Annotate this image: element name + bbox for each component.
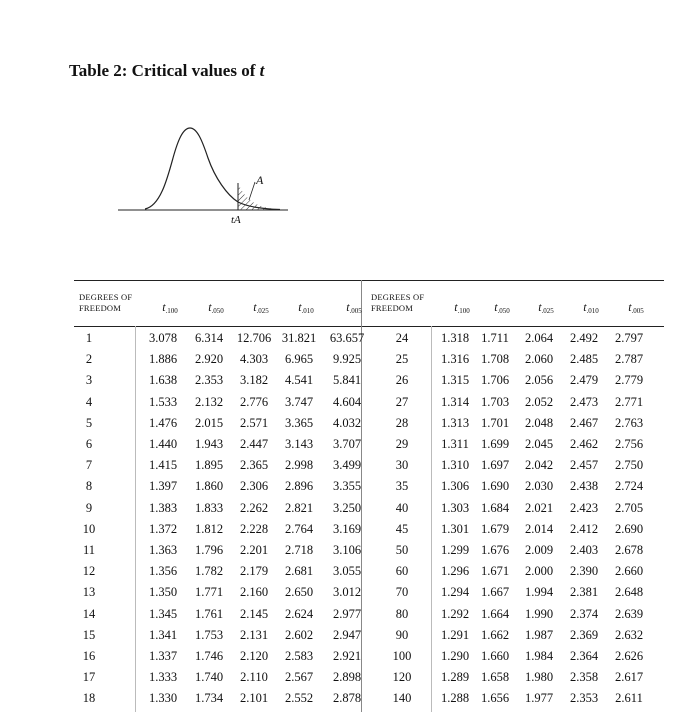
- value-cell: 2.750: [614, 458, 644, 473]
- value-cell: 9.925: [332, 352, 362, 367]
- value-cell: 1.292: [440, 606, 470, 621]
- df-cell: 5: [85, 415, 93, 430]
- value-cell: 1.313: [440, 415, 470, 430]
- value-cell: 2.015: [194, 415, 224, 430]
- value-cell: 1.796: [194, 543, 224, 557]
- df-cell: 3: [85, 373, 93, 388]
- value-cell: 2.110: [240, 670, 268, 685]
- value-cell: 2.262: [239, 500, 269, 515]
- value-cell: 2.145: [239, 606, 269, 621]
- value-cell: 2.718: [284, 543, 314, 557]
- value-cell: 2.690: [614, 521, 644, 536]
- value-cell: 2.771: [614, 394, 644, 409]
- df-cell: 24: [395, 331, 409, 345]
- value-cell: 2.626: [614, 649, 644, 663]
- value-cell: 4.032: [332, 415, 362, 430]
- value-cell: 2.485: [569, 352, 599, 367]
- value-cell: 1.664: [480, 606, 510, 621]
- value-cell: 1.533: [148, 394, 178, 409]
- df-cell: 40: [395, 500, 409, 515]
- table-row: [0, 501, 700, 522]
- value-cell: 2.438: [569, 479, 599, 494]
- value-cell: 2.390: [569, 564, 599, 579]
- value-cell: 1.345: [148, 606, 178, 621]
- value-cell: 1.291: [440, 627, 470, 642]
- column-header-t050: $t_{.050}$: [208, 300, 224, 315]
- table-row: [0, 395, 700, 416]
- value-cell: 1.638: [148, 373, 178, 388]
- value-cell: 1.812: [194, 521, 224, 536]
- value-cell: 2.617: [614, 670, 644, 685]
- df-header-line2: FREEDOM: [371, 303, 414, 313]
- table-row: [0, 564, 700, 585]
- value-cell: 2.120: [239, 649, 269, 663]
- value-cell: 3.055: [332, 564, 362, 579]
- value-cell: 2.479: [569, 373, 599, 388]
- value-cell: 4.604: [332, 394, 362, 409]
- value-cell: 2.045: [524, 437, 554, 451]
- table-row: [0, 585, 700, 606]
- table-row: [0, 670, 700, 691]
- value-cell: 3.143: [284, 437, 314, 451]
- value-cell: 1.440: [148, 437, 178, 451]
- value-cell: 3.106: [332, 543, 362, 557]
- value-cell: 63.657: [329, 331, 365, 345]
- df-cell: 17: [82, 670, 96, 685]
- value-cell: 2.048: [524, 415, 554, 430]
- area-label: A: [256, 173, 264, 187]
- df-cell: 60: [395, 564, 409, 579]
- value-cell: 2.000: [524, 564, 554, 579]
- value-cell: 2.878: [332, 691, 362, 706]
- value-cell: 1.316: [440, 352, 470, 367]
- df-cell: 10: [82, 521, 96, 536]
- value-cell: 2.552: [284, 691, 314, 706]
- table-row: [0, 522, 700, 543]
- column-header-t100: $t_{.100}$: [162, 300, 178, 315]
- value-cell: 1.984: [524, 649, 554, 663]
- value-cell: 4.541: [284, 373, 314, 388]
- column-header-t100: $t_{.100}$: [454, 300, 470, 315]
- value-cell: 1.771: [194, 585, 224, 600]
- value-cell: 1.658: [480, 670, 510, 685]
- value-cell: 2.021: [524, 500, 554, 515]
- value-cell: 2.201: [239, 543, 269, 557]
- table-row: [0, 352, 700, 373]
- t-distribution-figure: [115, 120, 295, 235]
- value-cell: 3.250: [332, 500, 362, 515]
- column-header-t025: $t_{.025}$: [253, 300, 269, 315]
- value-cell: 2.369: [569, 627, 599, 642]
- df-cell: 11: [82, 543, 96, 557]
- value-cell: 1.299: [440, 543, 470, 557]
- value-cell: 1.660: [480, 649, 510, 663]
- value-cell: 2.756: [614, 437, 644, 451]
- value-cell: 1.753: [194, 627, 224, 642]
- density-curve: [145, 128, 280, 210]
- value-cell: 1.708: [480, 352, 510, 367]
- value-cell: 3.169: [332, 521, 362, 536]
- value-cell: 2.624: [284, 606, 314, 621]
- value-cell: 1.289: [440, 670, 470, 685]
- value-cell: 12.706: [236, 331, 272, 345]
- value-cell: 2.583: [284, 649, 314, 663]
- value-cell: 1.372: [148, 521, 178, 536]
- value-cell: 2.764: [284, 521, 314, 536]
- value-cell: 1.734: [194, 691, 224, 706]
- value-cell: 3.355: [332, 479, 362, 494]
- table-row: [0, 691, 700, 712]
- value-cell: 1.977: [524, 691, 554, 706]
- df-cell: 4: [85, 394, 93, 409]
- value-cell: 1.656: [480, 691, 510, 706]
- column-header-t005: $t_{.005}$: [346, 300, 362, 315]
- value-cell: 1.990: [524, 606, 554, 621]
- value-cell: 1.290: [440, 649, 470, 663]
- value-cell: 1.886: [148, 352, 178, 367]
- value-cell: 1.782: [194, 564, 224, 579]
- df-cell: 6: [85, 437, 93, 451]
- value-cell: 1.337: [148, 649, 178, 663]
- value-cell: 2.681: [284, 564, 314, 579]
- page-title: [69, 61, 264, 81]
- value-cell: 2.998: [284, 458, 314, 473]
- value-cell: 2.678: [614, 543, 644, 557]
- column-header-t005: $t_{.005}$: [628, 300, 644, 315]
- value-cell: 2.648: [614, 585, 644, 600]
- value-cell: 6.965: [284, 352, 314, 367]
- df-cell: 15: [82, 627, 96, 642]
- value-cell: 1.301: [440, 521, 470, 536]
- value-cell: 1.306: [440, 479, 470, 494]
- value-cell: 2.896: [284, 479, 314, 494]
- value-cell: 1.476: [148, 415, 178, 430]
- column-header-t050: $t_{.050}$: [494, 300, 510, 315]
- value-cell: 2.821: [284, 500, 314, 515]
- value-cell: 5.841: [332, 373, 362, 388]
- value-cell: 1.697: [480, 458, 510, 473]
- df-cell: 35: [395, 479, 409, 494]
- value-cell: 1.356: [148, 564, 178, 579]
- value-cell: 2.353: [194, 373, 224, 388]
- table-row: [0, 373, 700, 394]
- value-cell: 3.365: [284, 415, 314, 430]
- value-cell: 2.457: [569, 458, 599, 473]
- value-cell: 2.776: [239, 394, 269, 409]
- area-pointer: [249, 182, 255, 200]
- value-cell: 1.288: [440, 691, 470, 706]
- value-cell: 2.797: [614, 331, 644, 345]
- left-df-header: [79, 292, 132, 314]
- value-cell: 1.310: [440, 458, 470, 473]
- value-cell: 3.078: [148, 331, 178, 345]
- value-cell: 1.318: [440, 331, 470, 345]
- value-cell: 1.314: [440, 394, 470, 409]
- value-cell: 2.060: [524, 352, 554, 367]
- table-header-rule: [74, 326, 664, 327]
- value-cell: 1.703: [480, 394, 510, 409]
- value-cell: 2.403: [569, 543, 599, 557]
- value-cell: 2.447: [239, 437, 269, 451]
- value-cell: 2.632: [614, 627, 644, 642]
- value-cell: 2.947: [332, 627, 362, 642]
- value-cell: 1.706: [480, 373, 510, 388]
- value-cell: 2.602: [284, 627, 314, 642]
- value-cell: 2.101: [239, 691, 269, 706]
- title-variable: t: [259, 61, 265, 80]
- value-cell: 2.571: [239, 415, 269, 430]
- value-cell: 1.294: [440, 585, 470, 600]
- df-cell: 120: [392, 670, 412, 685]
- df-cell: 26: [395, 373, 409, 388]
- value-cell: 1.701: [480, 415, 510, 430]
- value-cell: 2.639: [614, 606, 644, 621]
- value-cell: 6.314: [194, 331, 224, 345]
- value-cell: 1.740: [194, 670, 224, 685]
- value-cell: 4.303: [239, 352, 269, 367]
- value-cell: 1.679: [480, 521, 510, 536]
- value-cell: 2.921: [332, 649, 362, 663]
- value-cell: 1.684: [480, 500, 510, 515]
- value-cell: 2.353: [569, 691, 599, 706]
- value-cell: 2.423: [569, 500, 599, 515]
- table-row: [0, 649, 700, 670]
- df-header-line1: DEGREES OF: [371, 292, 425, 302]
- value-cell: 2.056: [524, 373, 554, 388]
- value-cell: 1.315: [440, 373, 470, 388]
- df-header-line1: DEGREES OF: [79, 292, 133, 302]
- df-cell: 9: [85, 500, 93, 515]
- value-cell: 2.650: [284, 585, 314, 600]
- df-cell: 12: [82, 564, 96, 579]
- table-row: [0, 543, 700, 564]
- value-cell: 1.987: [524, 627, 554, 642]
- df-cell: 18: [82, 691, 96, 706]
- value-cell: 1.711: [481, 331, 509, 345]
- value-cell: 2.365: [239, 458, 269, 473]
- value-cell: 2.374: [569, 606, 599, 621]
- value-cell: 1.667: [480, 585, 510, 600]
- table-top-rule: [74, 280, 664, 281]
- value-cell: 2.779: [614, 373, 644, 388]
- value-cell: 2.358: [569, 670, 599, 685]
- df-cell: 7: [85, 458, 93, 473]
- df-cell: 70: [395, 585, 409, 600]
- value-cell: 2.473: [569, 394, 599, 409]
- table-row: [0, 607, 700, 628]
- value-cell: 1.676: [480, 543, 510, 557]
- value-cell: 31.821: [281, 331, 317, 345]
- value-cell: 1.690: [480, 479, 510, 494]
- df-cell: 1: [85, 331, 93, 345]
- table-row: [0, 437, 700, 458]
- value-cell: 1.895: [194, 458, 224, 473]
- value-cell: 2.763: [614, 415, 644, 430]
- value-cell: 2.660: [614, 564, 644, 579]
- table-row: [0, 416, 700, 437]
- value-cell: 2.920: [194, 352, 224, 367]
- value-cell: 2.030: [524, 479, 554, 494]
- value-cell: 3.747: [284, 394, 314, 409]
- value-cell: 1.980: [524, 670, 554, 685]
- value-cell: 1.415: [148, 458, 178, 473]
- df-cell: 29: [395, 437, 409, 451]
- value-cell: 2.787: [614, 352, 644, 367]
- value-cell: 3.182: [239, 373, 269, 388]
- df-cell: 13: [82, 585, 96, 600]
- df-cell: 25: [395, 352, 409, 367]
- column-header-t025: $t_{.025}$: [538, 300, 554, 315]
- value-cell: 2.052: [524, 394, 554, 409]
- value-cell: 1.303: [440, 500, 470, 515]
- value-cell: 2.306: [239, 479, 269, 494]
- table-row: [0, 458, 700, 479]
- df-cell: 8: [85, 479, 93, 494]
- value-cell: 1.833: [194, 500, 224, 515]
- df-cell: 90: [395, 627, 409, 642]
- table-row: [0, 628, 700, 649]
- value-cell: 1.860: [194, 479, 224, 494]
- value-cell: 3.707: [332, 437, 362, 451]
- value-cell: 1.397: [148, 479, 178, 494]
- value-cell: 1.333: [148, 670, 178, 685]
- value-cell: 2.467: [569, 415, 599, 430]
- value-cell: 2.567: [284, 670, 314, 685]
- df-cell: 140: [392, 691, 412, 706]
- column-header-t010: $t_{.010}$: [583, 300, 599, 315]
- value-cell: 1.341: [148, 627, 178, 642]
- table-row: [0, 479, 700, 500]
- value-cell: 3.012: [332, 585, 362, 600]
- value-cell: 1.330: [148, 691, 178, 706]
- df-cell: 2: [85, 352, 93, 367]
- value-cell: 2.014: [524, 521, 554, 536]
- value-cell: 2.160: [239, 585, 269, 600]
- df-cell: 50: [395, 543, 409, 557]
- value-cell: 1.311: [441, 437, 469, 451]
- value-cell: 2.611: [615, 691, 643, 706]
- value-cell: 2.179: [239, 564, 269, 579]
- value-cell: 2.412: [569, 521, 599, 536]
- value-cell: 1.350: [148, 585, 178, 600]
- df-cell: 16: [82, 649, 96, 663]
- value-cell: 2.131: [239, 627, 269, 642]
- value-cell: 2.898: [332, 670, 362, 685]
- value-cell: 1.761: [194, 606, 224, 621]
- value-cell: 2.462: [569, 437, 599, 451]
- value-cell: 1.662: [480, 627, 510, 642]
- df-cell: 80: [395, 606, 409, 621]
- df-cell: 27: [395, 394, 409, 409]
- df-header-line2: FREEDOM: [79, 303, 122, 313]
- value-cell: 1.671: [480, 564, 510, 579]
- value-cell: 2.492: [569, 331, 599, 345]
- value-cell: 2.381: [569, 585, 599, 600]
- title-prefix: Table 2: Critical values of: [69, 61, 256, 80]
- df-cell: 45: [395, 521, 409, 536]
- value-cell: 1.994: [524, 585, 554, 600]
- column-header-t010: $t_{.010}$: [298, 300, 314, 315]
- value-cell: 2.009: [524, 543, 554, 557]
- value-cell: 2.228: [239, 521, 269, 536]
- value-cell: 1.363: [148, 543, 178, 557]
- value-cell: 1.699: [480, 437, 510, 451]
- critical-value-label: tA: [231, 214, 241, 226]
- value-cell: 2.132: [194, 394, 224, 409]
- df-cell: 100: [392, 649, 412, 663]
- value-cell: 2.724: [614, 479, 644, 494]
- df-cell: 14: [82, 606, 96, 621]
- table-row: [0, 331, 700, 352]
- value-cell: 2.064: [524, 331, 554, 345]
- value-cell: 2.705: [614, 500, 644, 515]
- value-cell: 2.042: [524, 458, 554, 473]
- value-cell: 2.977: [332, 606, 362, 621]
- value-cell: 1.943: [194, 437, 224, 451]
- value-cell: 3.499: [332, 458, 362, 473]
- df-cell: 28: [395, 415, 409, 430]
- value-cell: 1.296: [440, 564, 470, 579]
- value-cell: 1.746: [194, 649, 224, 663]
- df-cell: 30: [395, 458, 409, 473]
- value-cell: 1.383: [148, 500, 178, 515]
- value-cell: 2.364: [569, 649, 599, 663]
